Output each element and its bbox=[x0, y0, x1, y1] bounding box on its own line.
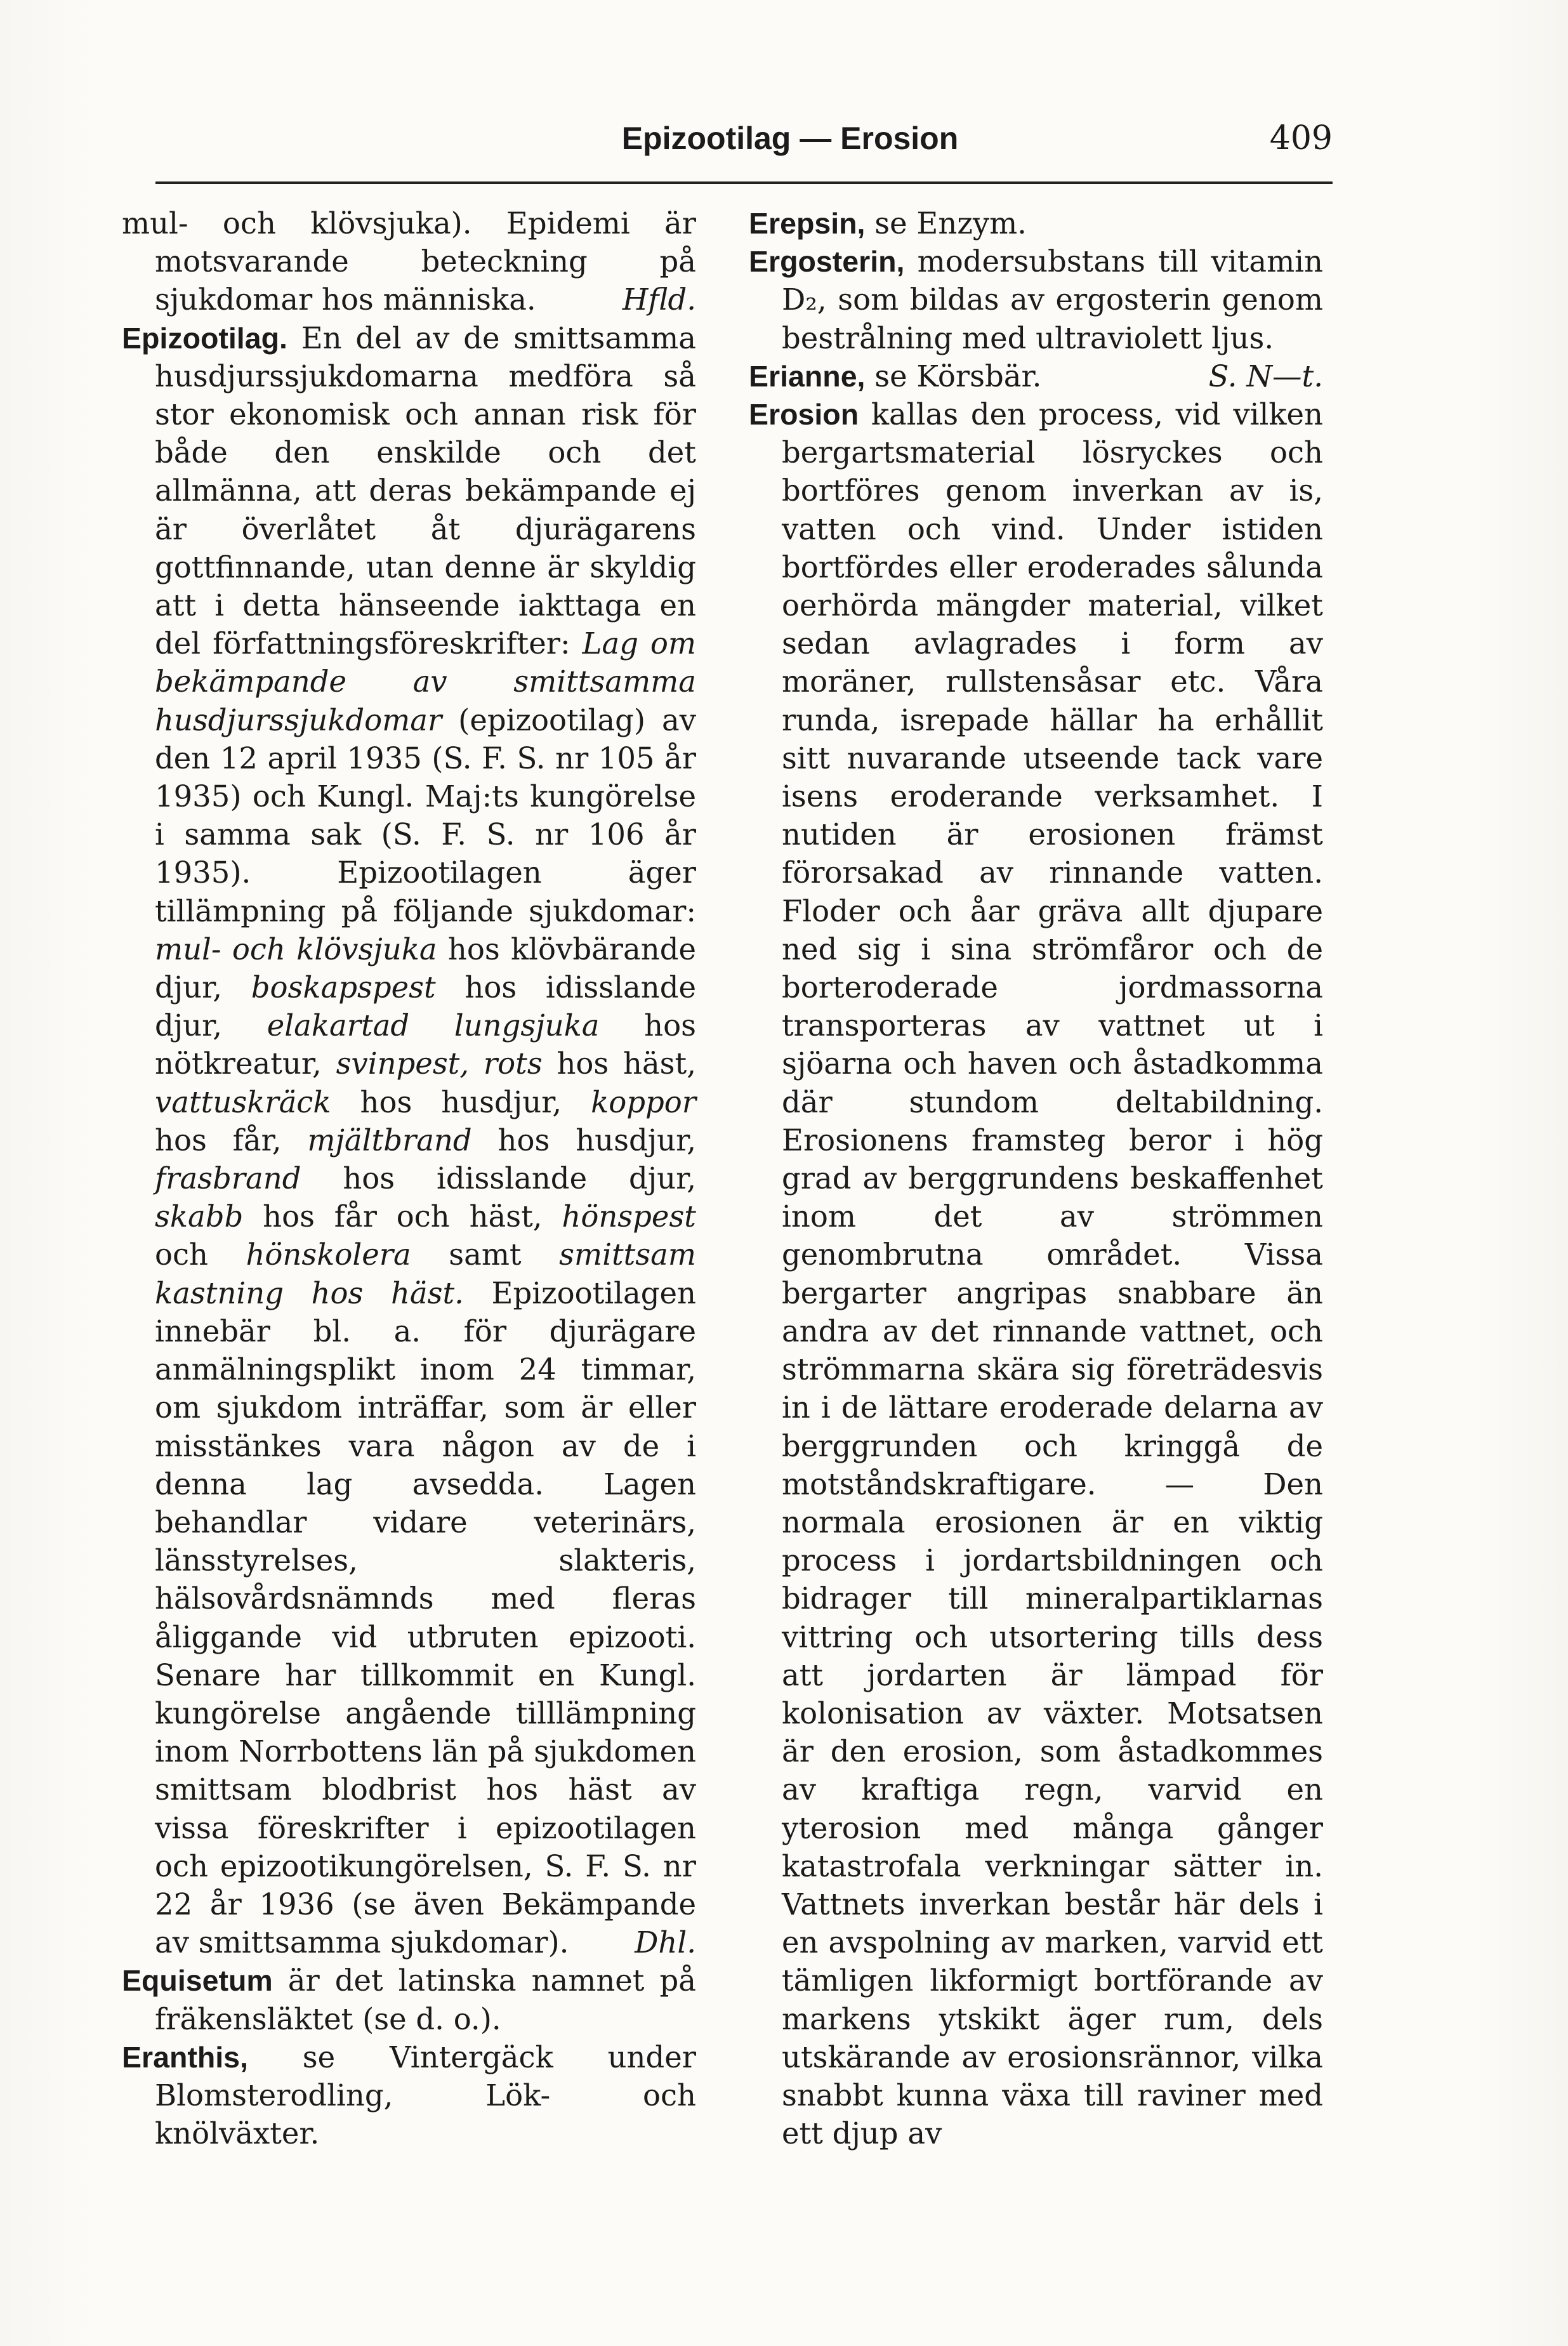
entry-text: hos klövbärande djur, bbox=[155, 932, 696, 1005]
entry-text: hos husdjur, bbox=[331, 1084, 591, 1119]
disease-name: boskapspest bbox=[251, 970, 436, 1005]
disease-name: hönspest bbox=[562, 1199, 696, 1234]
disease-name: mul- och klövsjuka bbox=[155, 932, 437, 966]
disease-name: hönskolera bbox=[246, 1237, 411, 1272]
header-rule bbox=[155, 181, 1333, 184]
headword: Eranthis, bbox=[122, 2040, 248, 2074]
disease-name: smittsam kastning hos häst. bbox=[155, 1237, 696, 1310]
running-head: Epizootilag — Erosion bbox=[621, 121, 959, 156]
entry-epizootilag bbox=[122, 319, 696, 1962]
entry-text: hos husdjur, bbox=[471, 1123, 696, 1157]
headword: Ergosterin, bbox=[749, 245, 905, 279]
headword: Erosion bbox=[749, 398, 859, 432]
entry-text: mul- och klövsjuka). Epidemi är motsvarande beteckning på sjukdomar hos människa. bbox=[122, 206, 696, 317]
entry-eranthis bbox=[122, 2038, 696, 2153]
right-column bbox=[749, 204, 1323, 2152]
entry-text: Epizootilagen innebär bl. a. för djurägare anmälningsplikt inom 24 timmar, om sjukdom inträffar, som är eller misstänkes vara någon av de i denna lag avsedda. Lagen behandlar vidare veterinärs, länsstyrelses, slakteris, hälsovårdsnämnds med fleras åliggande vid utbruten epizooti. Senare har tillkommit en Kungl. kungörelse angående tilllämpning inom Norrbottens län på sjukdomen smittsam blodbrist hos häst av vissa föreskrifter i epizootilagen och epizootikungörelsen, S. F. S. nr 22 år 1936 (se även Bekämpande av smittsamma sjukdomar). bbox=[155, 1275, 696, 1960]
entry-text: hos idisslande djur, bbox=[301, 1161, 696, 1196]
entry-text: En del av de smittsamma husdjurssjukdomarna medföra så stor ekonomisk och annan risk för både den enskilde och det allmänna, att deras bekämpande ej är överlåtet åt djurägarens gottfinnande, utan denne är skyldig att i detta hänseende iakttaga en del författningsföreskrifter: bbox=[155, 320, 696, 661]
author-signature: S. N—t. bbox=[1208, 359, 1323, 393]
entry-text: hos får, bbox=[155, 1123, 308, 1157]
entry-text: modersubstans till vitamin D₂, som bildas av ergosterin genom bestrålning med ultraviolett ljus. bbox=[782, 244, 1323, 355]
entry-text: se Enzym. bbox=[865, 206, 1027, 241]
law-title: Lag om bekämpande av smittsamma husdjurssjukdomar bbox=[155, 626, 696, 737]
page-number: 409 bbox=[1269, 119, 1333, 157]
entry-text: kallas den process, vid vilken bergartsmaterial lösryckes och bortföres genom inverkan av is, vatten och vind. Under istiden bortfördes eller eroderades sålunda oerhörda mängder material, vilket sedan avlagrades i form av moräner, rullstensåsar etc. Våra runda, isrepade hällar ha erhållit sitt nuvarande utseende tack vare isens eroderande verksamhet. I nutiden är erosionen främst förorsakad av rinnande vatten. Floder och åar gräva allt djupare ned sig i sina strömfåror och de borteroderade jordmassorna transporteras av vattnet ut i sjöarna och haven och åstadkomma där stundom deltabildning. Erosionens framsteg beror i hög grad av berggrundens beskaffenhet inom det av strömmen genombrutna området. Vissa bergarter angripas snabbare än andra av det rinnande vattnet, och strömmarna skära sig företrädesvis in i de lättare eroderade delarna av berggrunden och kringgå de motståndskraftigare. — Den normala erosionen är en viktig process i jordartsbildningen och bidrager till mineralpartiklarnas vittring och utsortering tills dess att jordarten är lämpad för kolonisation av växter. Motsatsen är den erosion, som åstadkommes av kraftiga regn, varvid en yterosion med många gånger katastrofala verkningar sätter in. Vattnets inverkan består här dels i en avspolning av marken, varvid ett tämligen likformigt bortförande av markens ytskikt äger rum, dels utskärande av erosionsrännor, vilka snabbt kunna växa till raviner med ett djup av bbox=[782, 397, 1323, 2151]
disease-name: vattuskräck bbox=[155, 1084, 331, 1119]
author-signature: Dhl. bbox=[635, 1925, 696, 1960]
entry-text: (epizootilag) av den 12 april 1935 (S. F. S. nr 105 år 1935) och Kungl. Maj:ts kungörelse i samma sak (S. F. S. nr 106 år 1935). Epizootilagen äger tillämpning på följande sjukdomar: bbox=[155, 702, 696, 928]
disease-name: svinpest, rots bbox=[336, 1046, 543, 1081]
headword: Equisetum bbox=[122, 1964, 273, 1998]
headword: Erepsin, bbox=[749, 207, 866, 240]
entry-text: hos häst, bbox=[542, 1046, 697, 1081]
entry-equisetum bbox=[122, 1961, 696, 2038]
entry-text: är det latinska namnet på fräkensläktet (se d. o.). bbox=[155, 1963, 696, 2036]
entry-text: se Vintergäck under Blomsterodling, Lök- och knölväxter. bbox=[155, 2040, 696, 2151]
entry-text: hos nötkreatur, bbox=[155, 1008, 696, 1081]
entry-text: och bbox=[155, 1237, 246, 1272]
entry-continuation bbox=[122, 204, 696, 319]
entry-text: hos idisslande djur, bbox=[155, 970, 696, 1043]
entry-erepsin bbox=[749, 204, 1323, 242]
headword: Epizootilag. bbox=[122, 321, 287, 355]
entry-erosion bbox=[749, 395, 1323, 2152]
left-column bbox=[122, 204, 696, 2152]
disease-name: frasbrand bbox=[155, 1161, 301, 1196]
page-header bbox=[155, 113, 1333, 170]
disease-name: koppor bbox=[591, 1084, 696, 1119]
disease-name: skabb bbox=[155, 1199, 244, 1234]
entry-text: se Körsbär. bbox=[865, 359, 1042, 393]
disease-name: mjältbrand bbox=[307, 1123, 472, 1157]
author-signature: Hfld. bbox=[622, 282, 696, 317]
entry-text: hos får och häst, bbox=[243, 1199, 562, 1234]
entry-text: samt bbox=[411, 1237, 560, 1272]
disease-name: elakartad lungsjuka bbox=[267, 1008, 600, 1043]
headword: Erianne, bbox=[749, 359, 866, 393]
